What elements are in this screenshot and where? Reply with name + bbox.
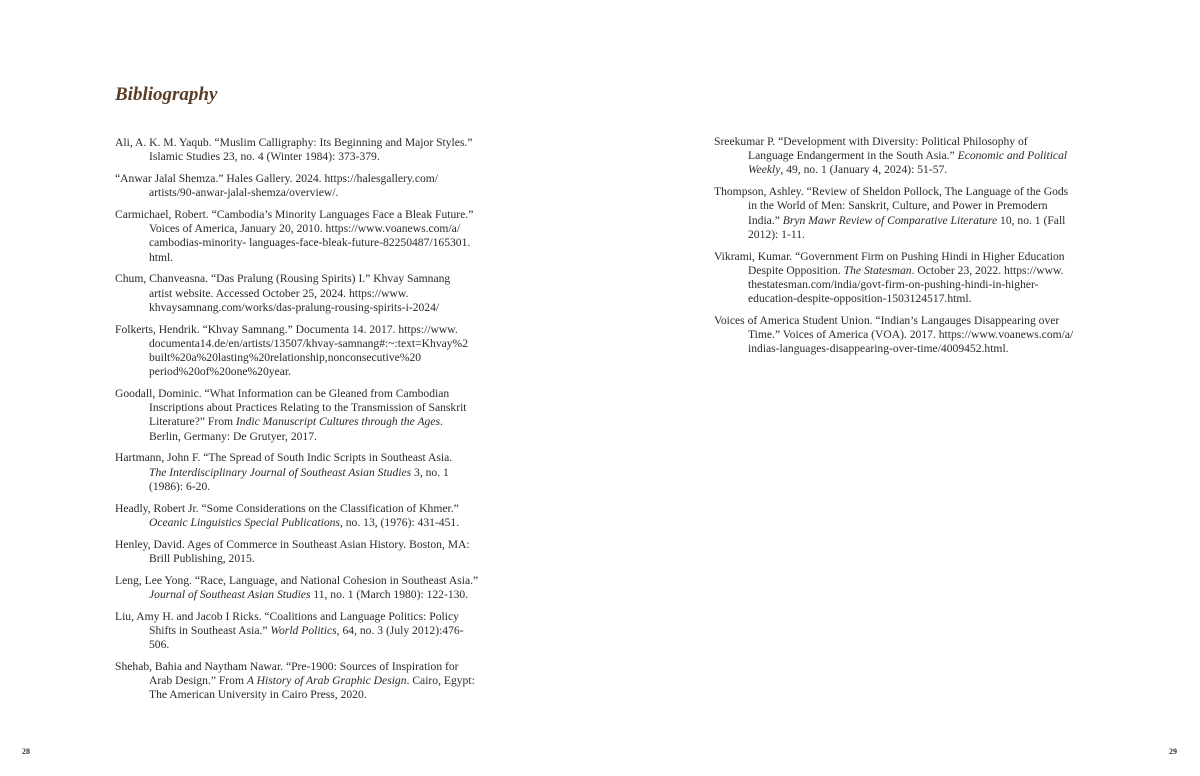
entry-line <box>714 214 1114 228</box>
bibliography-list-right <box>714 135 1114 364</box>
entry-text: Carmichael, Robert. “Cambodia’s Minority Languages Face a Bleak Future.” <box>115 208 474 221</box>
entry-line <box>115 502 515 516</box>
entry-text: The American University in Cairo Press, 2020. <box>149 688 367 702</box>
entry-line <box>115 516 515 530</box>
entry-text: Inscriptions about Practices Relating to the Transmission of Sanskrit <box>149 401 467 415</box>
entry-line <box>714 149 1114 163</box>
entry-text: Language Endangerment in the South Asia.” <box>748 149 958 163</box>
entry-text: Voices of America, January 20, 2010. https://www.voanews.com/a/ <box>149 222 461 236</box>
entry-line <box>115 272 515 286</box>
entry-text: Islamic Studies 23, no. 4 (Winter 1984): 373-379. <box>149 150 380 164</box>
entry-line <box>115 638 515 652</box>
entry-line <box>714 250 1114 264</box>
entry-text: indias-languages-disappearing-over-time/4009452.html. <box>748 342 1009 356</box>
page-number-right: 29 <box>1169 747 1177 756</box>
bibliography-entry <box>115 172 515 200</box>
entry-text: artist website. Accessed October 25, 2024. https://www. <box>149 286 409 300</box>
entry-line <box>714 199 1114 213</box>
entry-line <box>115 337 515 351</box>
entry-line <box>115 351 515 365</box>
italic-title: Oceanic Linguistics Special Publications <box>149 515 340 529</box>
entry-line <box>115 430 515 444</box>
entry-line <box>115 365 515 379</box>
entry-line <box>115 236 515 250</box>
entry-text: 506. <box>149 638 170 652</box>
entry-text: . Cairo, Egypt: <box>406 674 475 688</box>
italic-title: Journal of Southeast Asian Studies <box>149 587 311 601</box>
entry-text: thestatesman.com/india/govt-firm-on-pushing-hindi-in-higher- <box>748 278 1039 292</box>
entry-line <box>115 172 515 186</box>
entry-line <box>115 660 515 674</box>
entry-text: Sreekumar P. “Development with Diversity: Political Philosophy of <box>714 135 1028 148</box>
entry-text: 3, no. 1 <box>411 465 449 479</box>
entry-line <box>714 228 1114 242</box>
italic-title: A History of Arab Graphic Design <box>246 674 407 688</box>
entry-line <box>714 185 1114 199</box>
entry-line <box>115 415 515 429</box>
entry-line <box>115 624 515 638</box>
entry-text: Folkerts, Hendrik. “Khvay Samnang.” Documenta 14. 2017. https://www. <box>115 322 458 336</box>
italic-title: Bryn Mawr Review of Comparative Literature <box>782 213 998 227</box>
entry-text: Literature?” From <box>149 415 236 429</box>
entry-text: (1986): 6-20. <box>149 479 211 493</box>
entry-line <box>115 574 515 588</box>
entry-line <box>115 688 515 702</box>
entry-text: Shehab, Bahia and Naytham Nawar. “Pre-1900: Sources of Inspiration for <box>115 659 459 673</box>
entry-line <box>115 610 515 624</box>
entry-line <box>714 278 1114 292</box>
italic-title: Weekly <box>748 163 781 177</box>
entry-text: documenta14.de/en/artists/13507/khvay-samnang#:~:text=Khvay%2 <box>149 336 469 350</box>
entry-text: Hartmann, John F. “The Spread of South Indic Scripts in Southeast Asia. <box>115 451 453 465</box>
entry-text: Henley, David. Ages of Commerce in Southeast Asian History. Boston, MA: <box>115 537 470 551</box>
entry-line <box>115 251 515 265</box>
entry-line <box>115 588 515 602</box>
entry-line <box>115 287 515 301</box>
bibliography-entry <box>714 185 1114 242</box>
bibliography-entry <box>115 502 515 530</box>
entry-line <box>115 136 515 150</box>
entry-text: Liu, Amy H. and Jacob I Ricks. “Coalitions and Language Politics: Policy <box>115 609 459 623</box>
entry-line <box>115 538 515 552</box>
entry-text: artists/90-anwar-jalal-shemza/overview/. <box>149 186 339 200</box>
entry-line <box>115 451 515 465</box>
entry-line <box>714 292 1114 306</box>
bibliography-entry <box>714 314 1114 357</box>
entry-text: Berlin, Germany: De Grutyer, 2017. <box>149 429 317 443</box>
entry-text: html. <box>149 250 174 264</box>
entry-line <box>714 264 1114 278</box>
bibliography-entry <box>115 538 515 566</box>
entry-text: Vikrami, Kumar. “Government Firm on Pushing Hindi in Higher Education <box>714 249 1065 263</box>
italic-title: Economic and Political <box>957 149 1068 163</box>
bibliography-entry <box>115 574 515 602</box>
entry-text: Goodall, Dominic. “What Information can be Gleaned from Cambodian <box>115 387 450 401</box>
entry-line <box>115 480 515 494</box>
bibliography-list-left <box>115 136 515 710</box>
entry-text: “Anwar Jalal Shemza.” Hales Gallery. 2024. https://halesgallery.com/ <box>115 172 439 185</box>
bibliography-entry <box>115 323 515 380</box>
bibliography-entry <box>115 208 515 265</box>
bibliography-entry <box>115 272 515 315</box>
entry-line <box>714 163 1114 177</box>
entry-text: Headly, Robert Jr. “Some Considerations on the Classification of Khmer.” <box>115 501 459 515</box>
entry-line <box>714 342 1114 356</box>
page-number-left: 28 <box>22 747 30 756</box>
bibliography-entry <box>115 136 515 164</box>
entry-text: , no. 13, (1976): 431-451. <box>339 515 460 529</box>
entry-text: 2012): 1-11. <box>748 227 805 241</box>
entry-text: Brill Publishing, 2015. <box>149 551 255 565</box>
entry-line <box>115 222 515 236</box>
entry-text: Thompson, Ashley. “Review of Sheldon Pollock, The Language of the Gods <box>714 185 1069 199</box>
entry-text: Arab Design.” From <box>149 674 247 688</box>
entry-text: Voices of America Student Union. “Indian’s Langauges Disappearing over <box>714 314 1060 328</box>
italic-title: The Statesman <box>843 263 912 277</box>
entry-text: India.” <box>748 213 783 227</box>
bibliography-entry <box>115 660 515 703</box>
entry-text: cambodias-minority- languages-face-bleak-future-82250487/165301. <box>149 236 471 250</box>
italic-title: Indic Manuscript Cultures through the Ages <box>235 415 440 429</box>
entry-text: khvaysamnang.com/works/das-pralung-rousing-spirits-i-2024/ <box>149 300 440 314</box>
entry-text: Time.” Voices of America (VOA). 2017. https://www.voanews.com/a/ <box>748 328 1074 342</box>
entry-text: period%20of%20one%20year. <box>149 365 291 379</box>
entry-text: 11, no. 1 (March 1980): 122-130. <box>310 587 469 601</box>
entry-text: in the World of Men: Sanskrit, Culture, and Power in Premodern <box>748 199 1048 213</box>
entry-text: 10, no. 1 (Fall <box>997 213 1066 227</box>
entry-text: Despite Opposition. <box>748 263 844 277</box>
entry-line <box>115 401 515 415</box>
bibliography-entry <box>115 451 515 494</box>
entry-text: Shifts in Southeast Asia.” <box>149 623 271 637</box>
entry-text: . October 23, 2022. https://www. <box>911 263 1064 277</box>
entry-text: education-despite-opposition-1503124517.html. <box>748 292 972 306</box>
bibliography-entry <box>714 135 1114 178</box>
bibliography-entry <box>714 250 1114 307</box>
entry-line <box>115 466 515 480</box>
entry-line <box>115 552 515 566</box>
entry-text: built%20a%20lasting%20relationship,nonconsecutive%20 <box>149 351 422 365</box>
entry-line <box>714 328 1114 342</box>
entry-text: Chum, Chanveasna. “Das Pralung (Rousing Spirits) I.” Khvay Samnang <box>115 272 451 286</box>
entry-text: Ali, A. K. M. Yaqub. “Muslim Calligraphy: Its Beginning and Major Styles.” <box>115 136 473 149</box>
entry-line <box>115 150 515 164</box>
entry-line <box>115 186 515 200</box>
bibliography-entry <box>115 387 515 444</box>
entry-text: , 49, no. 1 (January 4, 2024): 51-57. <box>780 163 948 177</box>
entry-line <box>714 135 1114 149</box>
entry-text: . <box>439 415 443 429</box>
entry-line <box>714 314 1114 328</box>
entry-text: , 64, no. 3 (July 2012):476- <box>336 623 464 637</box>
entry-line <box>115 301 515 315</box>
entry-text: Leng, Lee Yong. “Race, Language, and National Cohesion in Southeast Asia.” <box>115 573 479 587</box>
bibliography-entry <box>115 610 515 653</box>
italic-title: World Politics <box>270 623 337 637</box>
entry-line <box>115 387 515 401</box>
entry-line <box>115 323 515 337</box>
page-title: Bibliography <box>115 84 218 105</box>
italic-title: The Interdisciplinary Journal of Southeast Asian Studies <box>149 465 412 479</box>
entry-line <box>115 674 515 688</box>
entry-line <box>115 208 515 222</box>
